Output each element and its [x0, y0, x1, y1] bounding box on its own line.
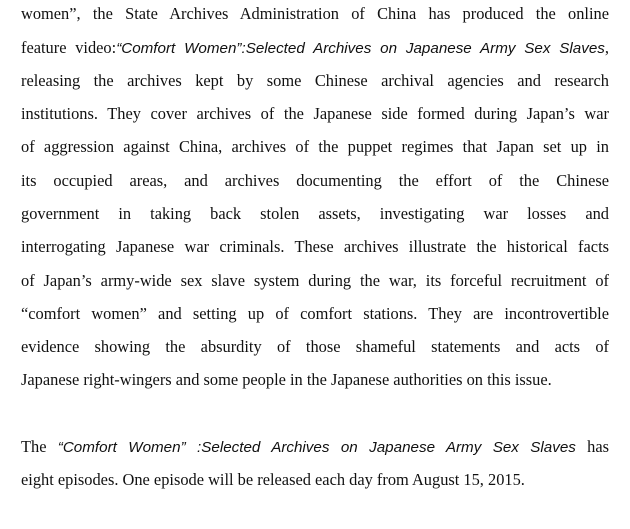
line-text: interrogating Japanese war criminals. These archives illustrate the historical facts: [21, 237, 609, 256]
line-text: eight episodes. One episode will be released each day from August 15, 2015.: [21, 470, 525, 489]
paragraph-2-line-2: [21, 470, 609, 490]
paragraph-2-line-1: [21, 437, 609, 458]
paragraph-1-line-3: [21, 71, 609, 91]
paragraph-1-line-4: [21, 104, 609, 124]
paragraph-1-line-6: [21, 171, 609, 191]
line-text: ,: [604, 38, 609, 57]
line-text: releasing the archives kept by some Chinese archival agencies and research: [21, 71, 609, 90]
line-text: feature video:: [21, 38, 117, 57]
video-title-italic: “Comfort Women” :Selected Archives on Japanese Army Sex Slaves: [57, 439, 576, 456]
paragraph-1-line-2: [21, 38, 609, 59]
line-text: of Japan’s army-wide sex slave system during the war, its forceful recruitment of: [21, 271, 609, 290]
paragraph-1-line-1: [21, 4, 609, 24]
line-text: evidence showing the absurdity of those shameful statements and acts of: [21, 337, 609, 356]
line-text: government in taking back stolen assets, investigating war losses and: [21, 204, 609, 223]
paragraph-1-line-9: [21, 271, 609, 291]
paragraph-1-line-12: [21, 370, 609, 390]
line-text: has: [575, 437, 609, 456]
paragraph-1-line-10: [21, 304, 609, 324]
paragraph-1-line-8: [21, 237, 609, 257]
paragraph-1-line-7: [21, 204, 609, 224]
video-title-italic: “Comfort Women”:Selected Archives on Japanese Army Sex Slaves: [116, 40, 605, 57]
line-text: The: [21, 437, 58, 456]
line-text: of aggression against China, archives of the puppet regimes that Japan set up in: [21, 137, 609, 156]
paragraph-1-line-11: [21, 337, 609, 357]
line-text: “comfort women” and setting up of comfort stations. They are incontrovertible: [21, 304, 609, 323]
line-text: institutions. They cover archives of the Japanese side formed during Japan’s war: [21, 104, 609, 123]
line-text: women”, the State Archives Administration of China has produced the online: [21, 4, 609, 23]
line-text: Japanese right-wingers and some people in the Japanese authorities on this issue.: [21, 370, 552, 389]
paragraph-1-line-5: [21, 137, 609, 157]
line-text: its occupied areas, and archives documenting the effort of the Chinese: [21, 171, 609, 190]
